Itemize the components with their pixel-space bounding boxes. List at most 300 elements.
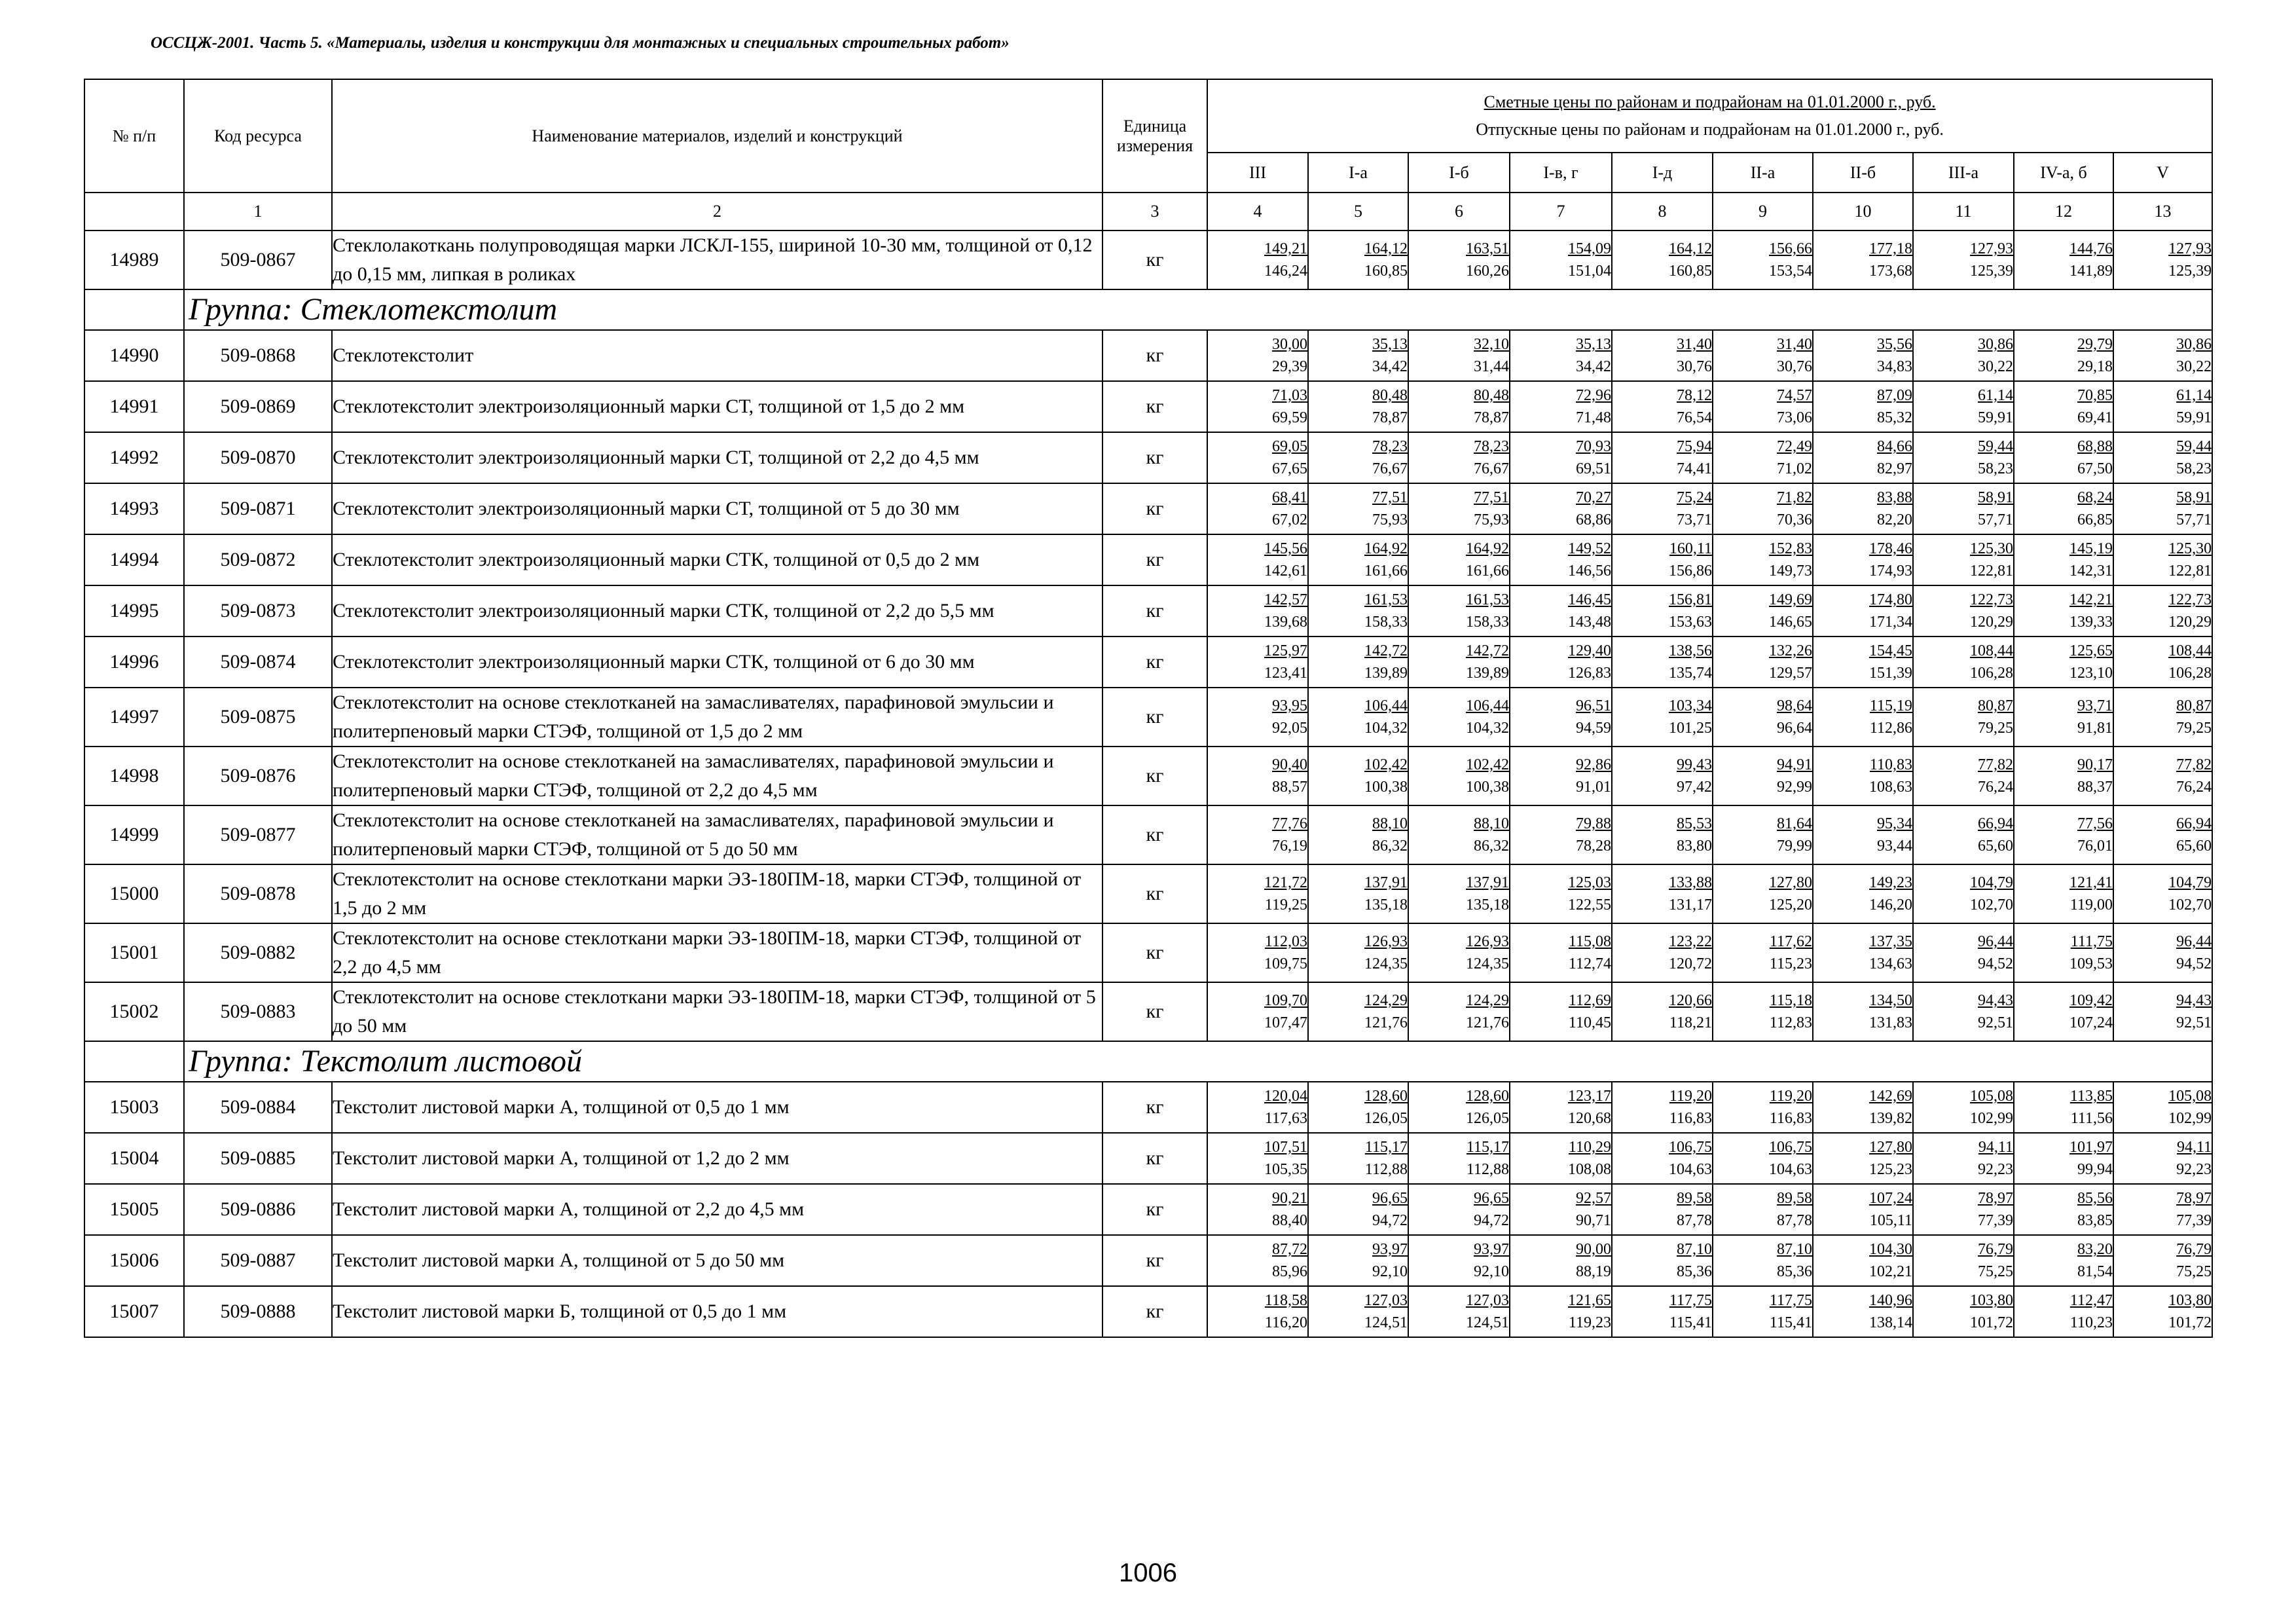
- estimate-price: 125,97: [1264, 642, 1307, 659]
- price-cell: [1913, 1286, 2014, 1337]
- release-price: 74,41: [1677, 460, 1712, 477]
- estimate-price: 154,09: [1568, 240, 1611, 257]
- release-price: 73,71: [1677, 511, 1712, 528]
- row-number: 14989: [84, 231, 184, 289]
- release-price: 92,05: [1272, 720, 1307, 737]
- unit-cell: кг: [1102, 1235, 1207, 1286]
- price-cell: [1813, 585, 1913, 637]
- price-cell: [1813, 534, 1913, 585]
- price-cell: [2113, 805, 2212, 864]
- estimate-price: 76,79: [1978, 1241, 2013, 1258]
- estimate-price: 94,11: [1978, 1139, 2013, 1156]
- release-price: 125,20: [1769, 896, 1812, 913]
- estimate-price: 96,44: [1978, 933, 2013, 950]
- price-cell: [1207, 688, 1308, 747]
- price-cell: [2014, 637, 2113, 688]
- release-price: 124,51: [1364, 1314, 1408, 1331]
- release-price: 138,14: [1869, 1314, 1912, 1331]
- material-name: Стеклотекстолит: [332, 330, 1102, 381]
- estimate-price: 161,53: [1466, 591, 1509, 608]
- material-name: Стеклотекстолит электроизоляционный марки СТ, толщиной от 5 до 30 мм: [332, 483, 1102, 534]
- table-row: [84, 805, 2212, 864]
- row-number: 14995: [84, 585, 184, 637]
- release-price: 78,28: [1576, 838, 1611, 855]
- release-price: 76,67: [1474, 460, 1509, 477]
- estimate-price: 89,58: [1677, 1190, 1712, 1207]
- estimate-price: 127,03: [1364, 1292, 1408, 1309]
- material-name: Стеклотекстолит на основе стеклоткани марки ЭЗ-180ПМ-18, марки СТЭФ, толщиной от 2,2 до 4,5 мм: [332, 923, 1102, 982]
- price-cell: [1713, 747, 1813, 805]
- price-cell: [1612, 805, 1713, 864]
- estimate-price: 112,69: [1568, 992, 1611, 1009]
- resource-code: 509-0878: [184, 864, 332, 923]
- release-price: 125,23: [1869, 1161, 1912, 1178]
- price-cell: [1308, 688, 1408, 747]
- release-price: 158,33: [1466, 614, 1509, 631]
- release-price: 146,65: [1769, 614, 1812, 631]
- estimate-price: 90,00: [1576, 1241, 1611, 1258]
- release-price: 66,85: [2077, 511, 2113, 528]
- estimate-price: 78,97: [1978, 1190, 2013, 1207]
- material-name: Стеклотекстолит электроизоляционный марки СТ, толщиной от 1,5 до 2 мм: [332, 381, 1102, 432]
- price-cell: [1207, 982, 1308, 1041]
- column-number: 1: [184, 193, 332, 231]
- release-price: 69,51: [1576, 460, 1611, 477]
- estimate-price: 164,92: [1364, 540, 1408, 557]
- estimate-price: 68,88: [2077, 438, 2113, 455]
- release-price: 161,66: [1364, 563, 1408, 580]
- resource-code: 509-0868: [184, 330, 332, 381]
- resource-code: 509-0872: [184, 534, 332, 585]
- estimate-price: 105,08: [2168, 1088, 2212, 1105]
- estimate-price: 137,91: [1466, 874, 1509, 891]
- release-price: 75,25: [1978, 1263, 2013, 1280]
- material-name: Текстолит листовой марки А, толщиной от 5 до 50 мм: [332, 1235, 1102, 1286]
- release-price: 92,10: [1474, 1263, 1509, 1280]
- release-price: 131,83: [1869, 1014, 1912, 1031]
- table-row: [84, 923, 2212, 982]
- column-number: 10: [1813, 193, 1913, 231]
- column-number: 3: [1102, 193, 1207, 231]
- table-row: [84, 688, 2212, 747]
- estimate-price: 125,03: [1568, 874, 1611, 891]
- row-number: 15003: [84, 1082, 184, 1133]
- row-number: 15005: [84, 1184, 184, 1235]
- price-cell: [1813, 982, 1913, 1041]
- price-cell: [1207, 747, 1308, 805]
- unit-cell: кг: [1102, 1133, 1207, 1184]
- estimate-price: 75,24: [1677, 489, 1712, 506]
- table-row: [84, 381, 2212, 432]
- price-cell: [1408, 330, 1510, 381]
- price-cell: [1913, 1133, 2014, 1184]
- release-price: 153,54: [1769, 263, 1812, 280]
- price-cell: [1510, 1082, 1612, 1133]
- estimate-price: 152,83: [1769, 540, 1812, 557]
- price-cell: [1308, 864, 1408, 923]
- estimate-price: 83,88: [1877, 489, 1912, 506]
- estimate-price: 119,20: [1669, 1088, 1712, 1105]
- release-price: 30,22: [2176, 358, 2212, 375]
- price-cell: [1713, 1082, 1813, 1133]
- price-cell: [1510, 1184, 1612, 1235]
- release-price: 78,87: [1474, 409, 1509, 426]
- group-spacer: [84, 289, 184, 330]
- estimate-price: 174,80: [1869, 591, 1912, 608]
- table-row: [84, 1286, 2212, 1337]
- estimate-price: 94,91: [1777, 756, 1812, 773]
- price-cell: [1913, 483, 2014, 534]
- release-price: 73,06: [1777, 409, 1812, 426]
- table-row: [84, 1082, 2212, 1133]
- estimate-price: 103,80: [1970, 1292, 2013, 1309]
- price-cell: [1207, 585, 1308, 637]
- release-price: 92,99: [1777, 779, 1812, 796]
- release-price: 112,88: [1466, 1161, 1509, 1178]
- price-cell: [1207, 381, 1308, 432]
- release-price: 125,39: [1970, 263, 2013, 280]
- release-price: 75,93: [1372, 511, 1408, 528]
- price-cell: [1207, 1133, 1308, 1184]
- estimate-price: 96,65: [1474, 1190, 1509, 1207]
- release-price: 75,93: [1474, 511, 1509, 528]
- column-number: 4: [1207, 193, 1308, 231]
- price-cell: [1612, 1184, 1713, 1235]
- price-cell: [2113, 747, 2212, 805]
- estimate-price: 104,30: [1869, 1241, 1912, 1258]
- price-cell: [1308, 747, 1408, 805]
- estimate-price: 35,56: [1877, 336, 1912, 353]
- price-cell: [2014, 1286, 2113, 1337]
- release-price: 120,72: [1669, 955, 1712, 972]
- region-header: I-в, г: [1510, 153, 1612, 193]
- release-price: 124,51: [1466, 1314, 1509, 1331]
- release-price: 58,23: [2176, 460, 2212, 477]
- release-price: 119,00: [2069, 896, 2113, 913]
- price-cell: [2113, 637, 2212, 688]
- release-price: 34,83: [1877, 358, 1912, 375]
- release-price: 81,54: [2077, 1263, 2113, 1280]
- estimate-price: 78,23: [1372, 438, 1408, 455]
- column-number: 9: [1713, 193, 1813, 231]
- release-price: 29,39: [1272, 358, 1307, 375]
- estimate-price: 125,30: [1970, 540, 2013, 557]
- region-header: V: [2113, 153, 2212, 193]
- price-cell: [1612, 747, 1713, 805]
- price-cell: [1510, 330, 1612, 381]
- price-cell: [1612, 534, 1713, 585]
- estimate-price: 29,79: [2077, 336, 2113, 353]
- estimate-price: 105,08: [1970, 1088, 2013, 1105]
- estimate-price: 110,83: [1869, 756, 1912, 773]
- col-header-num: № п/п: [84, 79, 184, 193]
- release-price: 121,76: [1466, 1014, 1509, 1031]
- estimate-price: 128,60: [1466, 1088, 1509, 1105]
- price-cell: [2113, 982, 2212, 1041]
- price-cell: [1207, 1286, 1308, 1337]
- price-cell: [1612, 585, 1713, 637]
- release-price: 123,10: [2069, 665, 2113, 682]
- estimate-price: 61,14: [1978, 387, 2013, 404]
- price-cell: [1207, 483, 1308, 534]
- estimate-price: 70,85: [2077, 387, 2113, 404]
- estimate-price: 30,00: [1272, 336, 1307, 353]
- release-price: 30,76: [1777, 358, 1812, 375]
- resource-code: 509-0870: [184, 432, 332, 483]
- price-cell: [1308, 1082, 1408, 1133]
- unit-cell: кг: [1102, 982, 1207, 1041]
- region-header: I-б: [1408, 153, 1510, 193]
- price-cell: [1308, 534, 1408, 585]
- price-cell: [1308, 585, 1408, 637]
- unit-cell: кг: [1102, 805, 1207, 864]
- resource-code: 509-0886: [184, 1184, 332, 1235]
- price-cell: [1612, 1082, 1713, 1133]
- estimate-price: 90,21: [1272, 1190, 1307, 1207]
- release-price: 82,97: [1877, 460, 1912, 477]
- price-cell: [1308, 1235, 1408, 1286]
- estimate-price: 69,05: [1272, 438, 1307, 455]
- price-cell: [1913, 330, 2014, 381]
- release-price: 76,24: [2176, 779, 2212, 796]
- release-price: 126,83: [1568, 665, 1611, 682]
- price-cell: [2113, 1286, 2212, 1337]
- release-price: 76,54: [1677, 409, 1712, 426]
- row-number: 14996: [84, 637, 184, 688]
- table-row: [84, 864, 2212, 923]
- table-row: [84, 747, 2212, 805]
- price-cell: [1813, 330, 1913, 381]
- release-price: 76,24: [1978, 779, 2013, 796]
- release-price: 34,42: [1576, 358, 1611, 375]
- release-price: 100,38: [1364, 779, 1408, 796]
- estimate-price: 123,22: [1669, 933, 1712, 950]
- release-price: 67,50: [2077, 460, 2113, 477]
- price-cell: [1308, 1133, 1408, 1184]
- release-price: 92,23: [2176, 1161, 2212, 1178]
- price-cell: [2113, 483, 2212, 534]
- price-cell: [1408, 231, 1510, 289]
- price-cell: [1510, 1286, 1612, 1337]
- resource-code: 509-0876: [184, 747, 332, 805]
- estimate-price: 94,11: [2177, 1139, 2212, 1156]
- row-number: 14990: [84, 330, 184, 381]
- release-price: 122,81: [2168, 563, 2212, 580]
- resource-code: 509-0884: [184, 1082, 332, 1133]
- release-price: 141,89: [2069, 263, 2113, 280]
- price-cell: [1207, 805, 1308, 864]
- release-price: 76,01: [2077, 838, 2113, 855]
- release-price: 104,32: [1466, 720, 1509, 737]
- column-number: 11: [1913, 193, 2014, 231]
- estimate-price: 149,23: [1869, 874, 1912, 891]
- estimate-price: 156,81: [1669, 591, 1712, 608]
- unit-cell: кг: [1102, 1286, 1207, 1337]
- price-cell: [1612, 432, 1713, 483]
- group-row: [84, 1041, 2212, 1082]
- release-price: 91,01: [1576, 779, 1611, 796]
- estimate-price: 77,76: [1272, 815, 1307, 832]
- estimate-price: 106,44: [1466, 697, 1509, 714]
- price-cell: [2113, 585, 2212, 637]
- release-price: 160,85: [1669, 263, 1712, 280]
- release-price: 122,55: [1568, 896, 1611, 913]
- estimate-price: 149,21: [1264, 240, 1307, 257]
- estimate-price: 164,92: [1466, 540, 1509, 557]
- release-price: 125,39: [2168, 263, 2212, 280]
- release-price: 85,32: [1877, 409, 1912, 426]
- release-price: 94,52: [2176, 955, 2212, 972]
- estimate-price: 87,10: [1677, 1241, 1712, 1258]
- price-cell: [1408, 637, 1510, 688]
- release-price: 88,37: [2077, 779, 2113, 796]
- unit-cell: кг: [1102, 231, 1207, 289]
- estimate-price: 102,42: [1364, 756, 1408, 773]
- price-cell: [1612, 864, 1713, 923]
- price-cell: [1713, 330, 1813, 381]
- prices-estimate-caption: Сметные цены по районам и подрайонам на 01.01.2000 г., руб.: [1484, 92, 1936, 112]
- estimate-price: 129,40: [1568, 642, 1611, 659]
- estimate-price: 77,51: [1372, 489, 1408, 506]
- price-cell: [1207, 330, 1308, 381]
- col-header-code: Код ресурса: [184, 79, 332, 193]
- material-name: Стеклотекстолит электроизоляционный марки СТ, толщиной от 2,2 до 4,5 мм: [332, 432, 1102, 483]
- estimate-price: 89,58: [1777, 1190, 1812, 1207]
- group-row: [84, 289, 2212, 330]
- estimate-price: 178,46: [1869, 540, 1912, 557]
- estimate-price: 59,44: [1978, 438, 2013, 455]
- estimate-price: 121,65: [1568, 1292, 1611, 1309]
- price-cell: [1612, 381, 1713, 432]
- estimate-price: 125,65: [2069, 642, 2113, 659]
- release-price: 158,33: [1364, 614, 1408, 631]
- region-header: II-б: [1813, 153, 1913, 193]
- region-header: III: [1207, 153, 1308, 193]
- column-number: 2: [332, 193, 1102, 231]
- price-cell: [2113, 432, 2212, 483]
- group-title: Группа: Текстолит листовой: [184, 1041, 2212, 1082]
- row-number: 15006: [84, 1235, 184, 1286]
- price-cell: [1813, 864, 1913, 923]
- price-cell: [2014, 923, 2113, 982]
- material-name: Текстолит листовой марки Б, толщиной от 0,5 до 1 мм: [332, 1286, 1102, 1337]
- price-cell: [1813, 1133, 1913, 1184]
- estimate-price: 78,23: [1474, 438, 1509, 455]
- estimate-price: 120,66: [1669, 992, 1712, 1009]
- price-cell: [1510, 585, 1612, 637]
- estimate-price: 94,43: [2176, 992, 2212, 1009]
- price-cell: [2113, 1184, 2212, 1235]
- release-price: 75,25: [2176, 1263, 2212, 1280]
- release-price: 90,71: [1576, 1212, 1611, 1229]
- unit-cell: кг: [1102, 381, 1207, 432]
- estimate-price: 177,18: [1869, 240, 1912, 257]
- price-cell: [1612, 1235, 1713, 1286]
- price-cell: [1408, 483, 1510, 534]
- release-price: 118,21: [1669, 1014, 1712, 1031]
- price-cell: [1207, 637, 1308, 688]
- release-price: 139,89: [1466, 665, 1509, 682]
- estimate-price: 144,76: [2069, 240, 2113, 257]
- price-cell: [1510, 1235, 1612, 1286]
- price-cell: [2014, 432, 2113, 483]
- release-price: 97,42: [1677, 779, 1712, 796]
- price-cell: [1813, 1235, 1913, 1286]
- material-name: Текстолит листовой марки А, толщиной от 2,2 до 4,5 мм: [332, 1184, 1102, 1235]
- release-price: 59,91: [2176, 409, 2212, 426]
- price-cell: [2014, 330, 2113, 381]
- release-price: 94,72: [1474, 1212, 1509, 1229]
- estimate-price: 149,52: [1568, 540, 1611, 557]
- resource-code: 509-0871: [184, 483, 332, 534]
- price-cell: [1713, 534, 1813, 585]
- release-price: 139,68: [1264, 614, 1307, 631]
- price-cell: [1913, 864, 2014, 923]
- release-price: 102,21: [1869, 1263, 1912, 1280]
- price-cell: [1913, 381, 2014, 432]
- estimate-price: 109,42: [2069, 992, 2113, 1009]
- price-cell: [1612, 923, 1713, 982]
- prices-release-caption: Отпускные цены по районам и подрайонам на 01.01.2000 г., руб.: [1476, 120, 1944, 139]
- release-price: 149,73: [1769, 563, 1812, 580]
- estimate-price: 74,57: [1777, 387, 1812, 404]
- row-number: 14998: [84, 747, 184, 805]
- resource-code: 509-0885: [184, 1133, 332, 1184]
- material-name: Стеклотекстолит на основе стеклотканей на замасливателях, парафиновой эмульсии и политерпеновый марки СТЭФ, толщиной от 5 до 50 мм: [332, 805, 1102, 864]
- release-price: 69,41: [2077, 409, 2113, 426]
- price-cell: [1408, 534, 1510, 585]
- price-cell: [1408, 864, 1510, 923]
- estimate-price: 107,51: [1264, 1139, 1307, 1156]
- estimate-price: 58,91: [2176, 489, 2212, 506]
- release-price: 110,23: [2069, 1314, 2113, 1331]
- price-cell: [1713, 637, 1813, 688]
- price-cell: [1510, 231, 1612, 289]
- release-price: 102,99: [2168, 1110, 2212, 1127]
- estimate-price: 71,82: [1777, 489, 1812, 506]
- price-cell: [2113, 864, 2212, 923]
- release-price: 83,80: [1677, 838, 1712, 855]
- release-price: 69,59: [1272, 409, 1307, 426]
- estimate-price: 156,66: [1769, 240, 1812, 257]
- release-price: 124,35: [1364, 955, 1408, 972]
- release-price: 77,39: [1978, 1212, 2013, 1229]
- release-price: 161,66: [1466, 563, 1509, 580]
- estimate-price: 154,45: [1869, 642, 1912, 659]
- document-header: ОССЦЖ-2001. Часть 5. «Материалы, изделия и конструкции для монтажных и специальных строительных работ»: [151, 34, 1010, 52]
- estimate-price: 72,96: [1576, 387, 1611, 404]
- price-cell: [1813, 923, 1913, 982]
- price-cell: [1308, 1286, 1408, 1337]
- release-price: 100,38: [1466, 779, 1509, 796]
- estimate-price: 160,11: [1669, 540, 1712, 557]
- price-cell: [1207, 1082, 1308, 1133]
- price-cell: [2113, 534, 2212, 585]
- estimate-price: 98,64: [1777, 697, 1812, 714]
- estimate-price: 79,88: [1576, 815, 1611, 832]
- release-price: 135,74: [1669, 665, 1712, 682]
- release-price: 146,20: [1869, 896, 1912, 913]
- price-cell: [1207, 864, 1308, 923]
- release-price: 146,56: [1568, 563, 1611, 580]
- estimate-price: 127,93: [1970, 240, 2013, 257]
- estimate-price: 132,26: [1769, 642, 1812, 659]
- estimate-price: 142,69: [1869, 1088, 1912, 1105]
- release-price: 156,86: [1669, 563, 1712, 580]
- estimate-price: 117,62: [1769, 933, 1812, 950]
- price-cell: [1913, 688, 2014, 747]
- unit-cell: кг: [1102, 1082, 1207, 1133]
